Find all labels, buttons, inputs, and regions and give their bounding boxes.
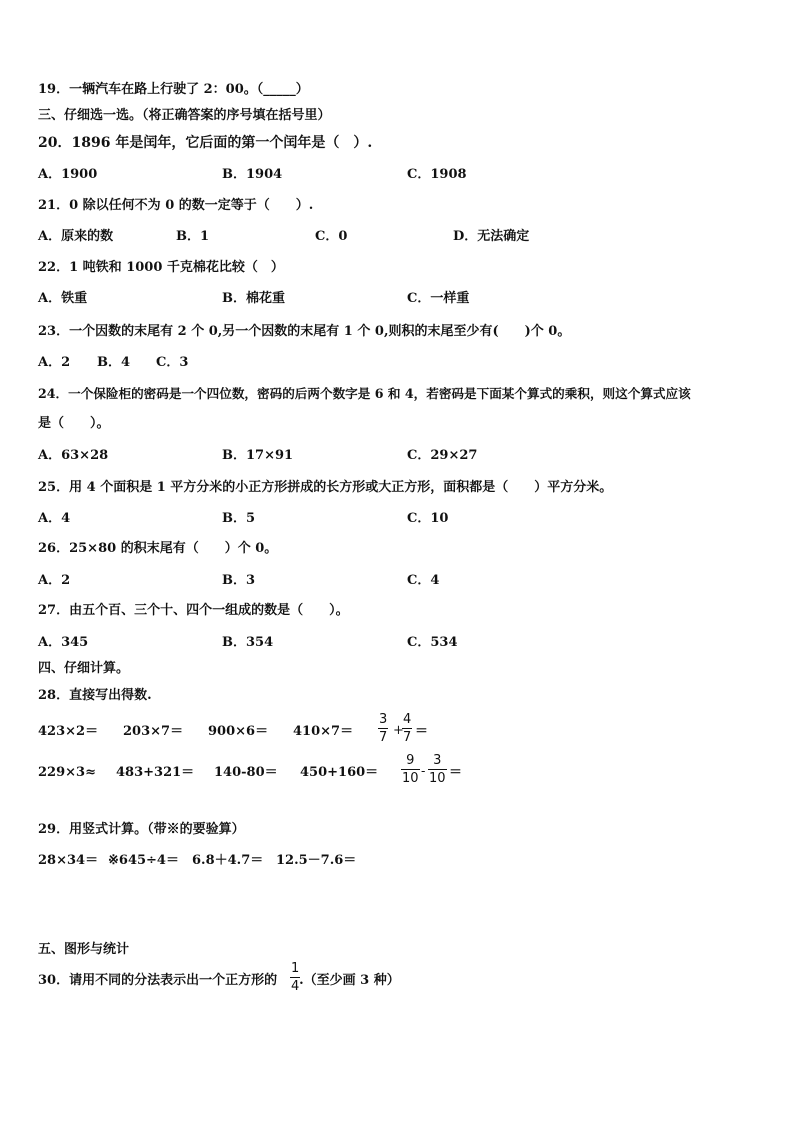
question-27: 27．由五个百、三个十、四个一组成的数是（ ）。 <box>38 603 349 618</box>
q30-text: 30．请用不同的分法表示出一个正方形的 <box>38 973 278 988</box>
q26-option-b: B．3 <box>222 573 256 588</box>
question-22: 22．1 吨铁和 1000 千克棉花比较（ ） <box>38 260 284 275</box>
q30-text-end: .（至少画 3 种） <box>299 973 400 988</box>
question-24-line-1: 24．一个保险柜的密码是一个四位数，密码的后两个数字是 6 和 4，若密码是下面某个算式的乘积，则这个算式应该 <box>38 386 691 401</box>
q29-calc-1: 28×34＝ <box>38 853 99 868</box>
q28-calc-5: 229×3≈ <box>38 765 96 780</box>
q30-fraction-1-4: 1 4 <box>291 961 300 994</box>
question-23: 23．一个因数的末尾有 2 个 0,另一个因数的末尾有 1 个 0,则积的末尾至少有( )个 0。 <box>38 324 571 339</box>
q29-calc-2: ※645÷4＝ <box>108 853 179 868</box>
q28-fraction-4-7: 4 7 <box>403 712 412 745</box>
q28-calc-1: 423×2＝ <box>38 724 99 739</box>
q27-option-b: B．354 <box>222 635 274 650</box>
section-3-title: 三、仔细选一选。（将正确答案的序号填在括号里） <box>38 108 331 123</box>
q28-calc-2: 203×7＝ <box>123 724 184 739</box>
q27-option-a: A．345 <box>38 635 89 650</box>
q23-option-c: C．3 <box>156 355 189 370</box>
q21-option-d: D．无法确定 <box>453 229 530 244</box>
q21-option-b: B．1 <box>176 229 210 244</box>
question-29: 29．用竖式计算。（带※的要验算） <box>38 822 245 837</box>
q22-option-b: B．棉花重 <box>222 291 285 306</box>
q20-option-c: C．1908 <box>407 167 467 182</box>
question-20: 20．1896 年是闰年，它后面的第一个闰年是（ ）. <box>38 135 373 151</box>
q24-option-b: B．17×91 <box>222 448 294 463</box>
q28-calc-3: 900×6＝ <box>208 724 269 739</box>
question-19 <box>38 81 309 99</box>
q29-calc-3: 6.8＋4.7＝ <box>192 853 264 868</box>
q26-option-c: C．4 <box>407 573 440 588</box>
q26-option-a: A．2 <box>38 573 71 588</box>
q19-text: 一辆汽车在路上行驶了 2：00。（ <box>69 82 264 97</box>
q29-calc-4: 12.5－7.6＝ <box>276 853 357 868</box>
q25-option-c: C．10 <box>407 511 449 526</box>
question-26: 26．25×80 的积末尾有（ ）个 0。 <box>38 541 278 556</box>
question-28: 28．直接写出得数. <box>38 688 152 703</box>
q21-option-c: C．0 <box>315 229 348 244</box>
question-24-line-2: 是（ ）。 <box>38 416 110 431</box>
q24-option-a: A．63×28 <box>38 448 109 463</box>
q25-option-a: A．4 <box>38 511 71 526</box>
q28-fraction-3-10: 3 10 <box>429 753 446 786</box>
question-30 <box>38 972 400 990</box>
q22-option-a: A．铁重 <box>38 291 88 306</box>
q28-calc-7: 140-80＝ <box>214 765 278 780</box>
q28-equals-1: ＝ <box>415 724 429 739</box>
q28-calc-4: 410×7＝ <box>293 724 354 739</box>
q22-option-c: C．一样重 <box>407 291 470 306</box>
q28-calc-6: 483+321＝ <box>116 765 195 780</box>
question-21: 21．0 除以任何不为 0 的数一定等于（ ）. <box>38 198 314 213</box>
q28-calc-8: 450+160＝ <box>300 765 379 780</box>
section-5-title: 五、图形与统计 <box>38 942 130 957</box>
q23-option-b: B．4 <box>97 355 131 370</box>
q28-fraction-9-10: 9 10 <box>402 753 419 786</box>
q20-option-a: A．1900 <box>38 167 98 182</box>
q28-plus-sign: + <box>393 723 404 738</box>
q19-close: ） <box>295 82 309 97</box>
q21-option-a: A．原来的数 <box>38 229 114 244</box>
q24-option-c: C．29×27 <box>407 448 478 463</box>
q19-blank: _____ <box>263 82 296 97</box>
q19-number: 19． <box>38 82 70 97</box>
q28-equals-2: ＝ <box>449 765 463 780</box>
q28-minus-sign: - <box>421 764 426 779</box>
q25-option-b: B．5 <box>222 511 256 526</box>
q27-option-c: C．534 <box>407 635 458 650</box>
question-25: 25．用 4 个面积是 1 平方分米的小正方形拼成的长方形或大正方形，面积都是（ ）平方分米。 <box>38 480 613 495</box>
q28-fraction-3-7: 3 7 <box>379 712 388 745</box>
q20-option-b: B．1904 <box>222 167 283 182</box>
q23-option-a: A．2 <box>38 355 71 370</box>
section-4-title: 四、仔细计算。 <box>38 661 130 676</box>
